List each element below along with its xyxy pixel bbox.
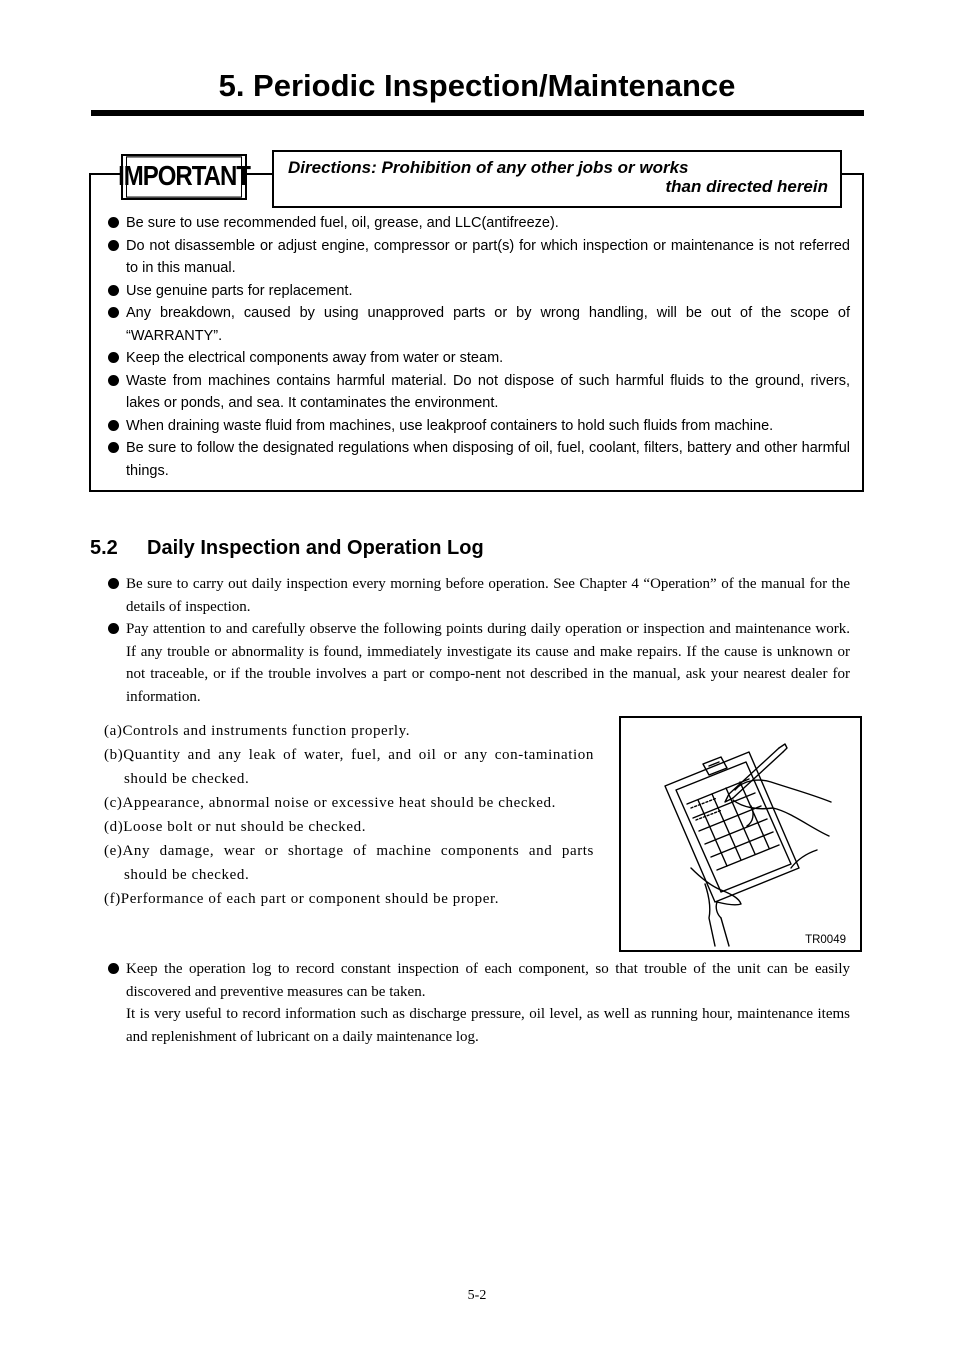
bullet-icon xyxy=(108,307,119,318)
bullet-icon xyxy=(108,375,119,386)
check-item: (b)Quantity and any leak of water, fuel, and oil or any con-tamination should be checked. xyxy=(104,747,594,787)
bullet-icon xyxy=(108,963,119,974)
bullet-icon xyxy=(108,442,119,453)
page-number: 5-2 xyxy=(467,1288,487,1303)
list-item: Be sure to use recommended fuel, oil, grease, and LLC(antifreeze). xyxy=(108,212,850,235)
bullet-icon xyxy=(108,285,119,296)
title-rule xyxy=(91,110,864,116)
check-list xyxy=(104,719,594,911)
section-title: Daily Inspection and Operation Log xyxy=(147,537,484,559)
clipboard-figure xyxy=(619,716,862,952)
check-item: (d)Loose bolt or nut should be checked. xyxy=(104,819,367,835)
bullet-icon xyxy=(108,240,119,251)
bullet-icon xyxy=(108,623,119,634)
bullet-icon xyxy=(108,217,119,228)
list-item: Keep the operation log to record constant inspection of each component, so that trouble of the unit can be easily discovered and preventive measures can be taken. It is very useful to record information such as discharge pressure, oil level, as well as running hour, maintenance items and replenishment of lubricant on a daily maintenance log. xyxy=(108,958,850,1048)
list-item: Pay attention to and carefully observe the following points during daily operation or inspection and maintenance work. If any trouble or abnormality is found, immediately investigate its cause and make repairs. If the cause is unknown or not traceable, or if the trouble involves a part or compo-nent not described in the manual, ask your nearest dealer for information. xyxy=(108,618,850,708)
directions-box xyxy=(272,150,842,208)
directions-line-1: Directions: Prohibition of any other jobs or works xyxy=(288,158,689,177)
bullet-icon xyxy=(108,352,119,363)
log-bullets xyxy=(108,958,850,1048)
list-item: Waste from machines contains harmful material. Do not dispose of such harmful fluids to the ground, rivers, lakes or ponds, and sea. It contaminates the environment. xyxy=(108,370,850,415)
check-item: (e)Any damage, wear or shortage of machine components and parts should be checked. xyxy=(104,843,594,883)
section-number: 5.2 xyxy=(90,537,118,559)
check-item: (c)Appearance, abnormal noise or excessive heat should be checked. xyxy=(104,795,556,811)
list-item: Do not disassemble or adjust engine, compressor or part(s) for which inspection or maintenance is not referred to in this manual. xyxy=(108,235,850,280)
directions-line-2: than directed herein xyxy=(665,177,828,196)
clipboard-illustration xyxy=(621,718,860,950)
list-item: Use genuine parts for replacement. xyxy=(108,280,850,303)
list-item: Keep the electrical components away from water or steam. xyxy=(108,347,850,370)
check-item: (f)Performance of each part or component should be proper. xyxy=(104,891,500,907)
list-item: When draining waste fluid from machines, use leakproof containers to hold such fluids from machine. xyxy=(108,415,850,438)
bullet-icon xyxy=(108,420,119,431)
bullet-icon xyxy=(108,578,119,589)
inspection-bullets xyxy=(108,573,850,708)
important-badge xyxy=(118,154,250,200)
list-item: Be sure to follow the designated regulations when disposing of oil, fuel, coolant, filters, battery and other harmful things. xyxy=(108,437,850,482)
list-item: Any breakdown, caused by using unapproved parts or by wrong handling, will be out of the scope of “WARRANTY”. xyxy=(108,302,850,347)
section-heading xyxy=(90,537,484,560)
page-title: 5. Periodic Inspection/Maintenance xyxy=(218,68,736,103)
important-list xyxy=(108,212,850,482)
check-item: (a)Controls and instruments function properly. xyxy=(104,723,411,739)
important-badge-label: IMPORTANT xyxy=(126,156,242,197)
figure-caption: TR0049 xyxy=(805,934,846,946)
list-item: Be sure to carry out daily inspection every morning before operation. See Chapter 4 “Operation” of the manual for the details of inspection. xyxy=(108,573,850,618)
